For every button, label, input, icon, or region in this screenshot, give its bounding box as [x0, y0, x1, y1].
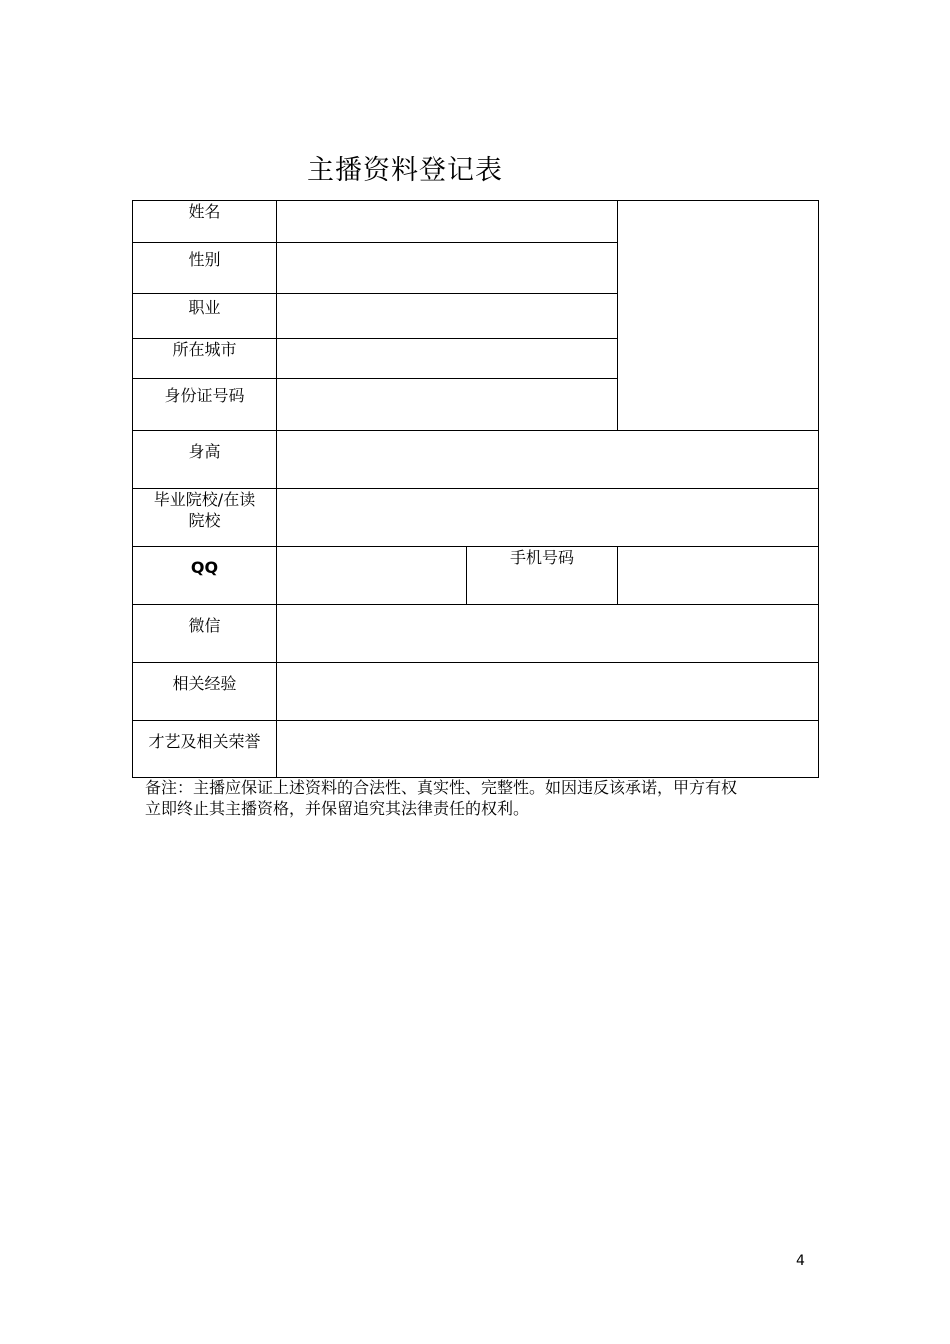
gender-label: 性别 — [133, 243, 277, 294]
id-number-label: 身份证号码 — [133, 379, 277, 431]
phone-label: 手机号码 — [467, 547, 618, 605]
school-label — [133, 489, 277, 547]
wechat-label: 微信 — [133, 605, 277, 663]
id-number-field[interactable] — [277, 379, 618, 431]
experience-field[interactable] — [277, 663, 819, 721]
experience-label: 相关经验 — [133, 663, 277, 721]
height-field[interactable] — [277, 431, 819, 489]
school-field[interactable] — [277, 489, 819, 547]
form-title: 主播资料登记表 — [307, 155, 503, 186]
school-label-line1: 毕业院校/在读 — [153, 490, 256, 509]
occupation-field[interactable] — [277, 294, 618, 339]
gender-field[interactable] — [277, 243, 618, 294]
photo-area[interactable] — [618, 201, 819, 431]
page-number: 4 — [796, 1253, 805, 1269]
phone-field[interactable] — [618, 547, 819, 605]
name-field[interactable] — [277, 201, 618, 243]
school-label-line2: 院校 — [188, 511, 221, 530]
occupation-label: 职业 — [133, 294, 277, 339]
note-line-2: 立即终止其主播资格，并保留追究其法律责任的权利。 — [145, 799, 530, 818]
note — [145, 777, 805, 819]
city-field[interactable] — [277, 339, 618, 379]
height-label: 身高 — [133, 431, 277, 489]
city-label: 所在城市 — [133, 339, 277, 379]
registration-form-table — [132, 200, 819, 778]
note-line-1: 备注：主播应保证上述资料的合法性、真实性、完整性。如因违反该承诺，甲方有权 — [145, 778, 738, 797]
name-label: 姓名 — [133, 201, 277, 243]
qq-label: QQ — [133, 547, 277, 605]
qq-field[interactable] — [277, 547, 467, 605]
talents-label: 才艺及相关荣誉 — [133, 721, 277, 778]
wechat-field[interactable] — [277, 605, 819, 663]
talents-field[interactable] — [277, 721, 819, 778]
